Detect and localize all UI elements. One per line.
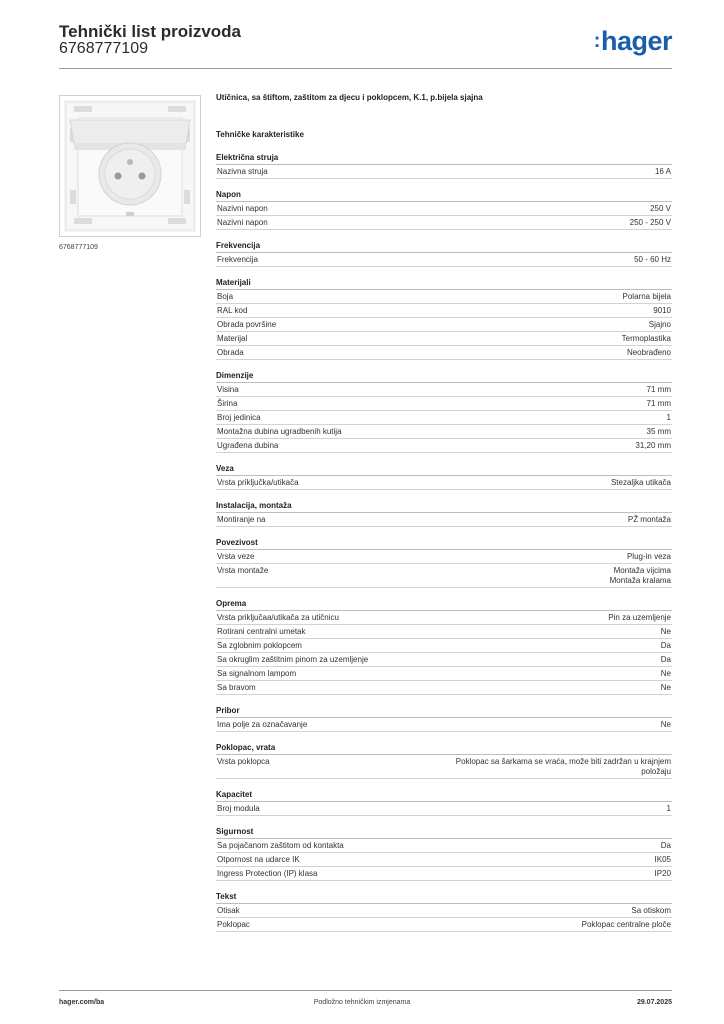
spec-groups bbox=[216, 152, 672, 932]
spec-row bbox=[216, 667, 672, 681]
spec-group bbox=[216, 705, 672, 732]
spec-value: Ne bbox=[660, 720, 671, 729]
socket-outlet-with-lid-image bbox=[60, 96, 200, 236]
spec-label: Obrada površine bbox=[217, 320, 277, 329]
spec-row bbox=[216, 425, 672, 439]
spec-group bbox=[216, 370, 672, 453]
spec-label: Otisak bbox=[217, 906, 240, 915]
spec-label: Nazivni napon bbox=[217, 218, 268, 227]
spec-value: IK05 bbox=[654, 855, 671, 864]
spec-row bbox=[216, 839, 672, 853]
spec-label: Rotirani centralni umetak bbox=[217, 627, 306, 636]
footer-notice: Podložno tehničkim izmjenama bbox=[313, 999, 411, 1006]
spec-value: 250 - 250 V bbox=[629, 218, 671, 227]
spec-label: Ingress Protection (IP) klasa bbox=[217, 869, 318, 878]
spec-value: Da bbox=[660, 655, 671, 664]
spec-label: Sa pojačanom zaštitom od kontakta bbox=[217, 841, 344, 850]
spec-group-title: Instalacija, montaža bbox=[216, 500, 672, 513]
spec-row bbox=[216, 904, 672, 918]
spec-row bbox=[216, 346, 672, 360]
spec-value: Ne bbox=[660, 683, 671, 692]
spec-value: Sa otiskom bbox=[631, 906, 671, 915]
spec-value: 250 V bbox=[650, 204, 671, 213]
spec-label: Broj modula bbox=[217, 804, 260, 813]
spec-row bbox=[216, 755, 672, 779]
spec-row bbox=[216, 383, 672, 397]
spec-group bbox=[216, 277, 672, 360]
spec-row bbox=[216, 625, 672, 639]
spec-label: Obrada bbox=[217, 348, 244, 357]
spec-label: Vrsta montaže bbox=[217, 566, 269, 575]
product-description: Utičnica, sa štiftom, zaštitom za djecu i poklopcem, K.1, p.bijela sjajna bbox=[216, 93, 483, 102]
spec-value: Polarna bijela bbox=[622, 292, 671, 301]
spec-group-title: Veza bbox=[216, 463, 672, 476]
spec-row bbox=[216, 653, 672, 667]
spec-label: Sa bravom bbox=[217, 683, 256, 692]
spec-group bbox=[216, 742, 672, 779]
spec-group-title: Pribor bbox=[216, 705, 672, 718]
spec-row bbox=[216, 853, 672, 867]
spec-label: Vrsta poklopca bbox=[217, 757, 270, 766]
spec-group-title: Povezivost bbox=[216, 537, 672, 550]
spec-label: RAL kod bbox=[217, 306, 248, 315]
spec-row bbox=[216, 611, 672, 625]
spec-label: Sa zglobnim poklopcem bbox=[217, 641, 302, 650]
spec-row bbox=[216, 718, 672, 732]
spec-value: 1 bbox=[666, 804, 671, 813]
spec-row bbox=[216, 513, 672, 527]
spec-value: 9010 bbox=[653, 306, 671, 315]
logo-dots-icon: : bbox=[593, 30, 600, 52]
spec-group bbox=[216, 891, 672, 932]
spec-value: Poklopac sa šarkama se vraća, može biti zadržan u krajnjem položaju bbox=[455, 757, 671, 776]
spec-value: 1 bbox=[666, 413, 671, 422]
spec-row bbox=[216, 411, 672, 425]
spec-row bbox=[216, 290, 672, 304]
spec-label: Vrsta priključka/utikača bbox=[217, 478, 299, 487]
spec-label: Ima polje za označavanje bbox=[217, 720, 308, 729]
spec-row bbox=[216, 165, 672, 179]
spec-value: 35 mm bbox=[646, 427, 671, 436]
image-caption: 6768777109 bbox=[59, 244, 98, 251]
spec-row bbox=[216, 681, 672, 695]
footer-date: 29.07.2025 bbox=[636, 999, 672, 1006]
spec-label: Montiranje na bbox=[217, 515, 266, 524]
spec-label: Vrsta veze bbox=[217, 552, 255, 561]
spec-label: Vrsta priključaa/utikača za utičnicu bbox=[217, 613, 339, 622]
spec-group-title: Napon bbox=[216, 189, 672, 202]
spec-row bbox=[216, 439, 672, 453]
spec-row bbox=[216, 318, 672, 332]
spec-row bbox=[216, 476, 672, 490]
spec-group-title: Oprema bbox=[216, 598, 672, 611]
spec-group bbox=[216, 826, 672, 881]
spec-group-title: Kapacitet bbox=[216, 789, 672, 802]
spec-label: Broj jedinica bbox=[217, 413, 261, 422]
spec-group bbox=[216, 537, 672, 588]
spec-row bbox=[216, 867, 672, 881]
spec-row bbox=[216, 918, 672, 932]
spec-row bbox=[216, 332, 672, 346]
spec-value: 71 mm bbox=[646, 385, 671, 394]
spec-row bbox=[216, 564, 672, 588]
spec-label: Poklopac bbox=[217, 920, 250, 929]
spec-value: Stezaljka utikača bbox=[610, 478, 671, 487]
spec-value: Montaža vijcima Montaža kralama bbox=[609, 566, 671, 585]
spec-row bbox=[216, 253, 672, 267]
spec-group-title: Dimenzije bbox=[216, 370, 672, 383]
spec-value: 31,20 mm bbox=[635, 441, 671, 450]
tech-characteristics-heading: Tehničke karakteristike bbox=[216, 130, 304, 139]
spec-group bbox=[216, 598, 672, 695]
spec-group-title: Materijali bbox=[216, 277, 672, 290]
spec-value: Ne bbox=[660, 669, 671, 678]
spec-label: Montažna dubina ugradbenih kutija bbox=[217, 427, 342, 436]
spec-label: Sa okruglim zaštitnim pinom za uzemljenje bbox=[217, 655, 369, 664]
spec-row bbox=[216, 802, 672, 816]
spec-row bbox=[216, 202, 672, 216]
product-number: 6768777109 bbox=[59, 40, 148, 57]
spec-group bbox=[216, 152, 672, 179]
spec-group-title: Sigurnost bbox=[216, 826, 672, 839]
spec-value: Da bbox=[660, 641, 671, 650]
hager-logo bbox=[594, 26, 672, 57]
spec-group bbox=[216, 240, 672, 267]
spec-label: Otpornost na udarce IK bbox=[217, 855, 300, 864]
spec-group bbox=[216, 789, 672, 816]
spec-value: PŽ montaža bbox=[627, 515, 671, 524]
logo-text: hager bbox=[600, 26, 672, 56]
spec-value: 16 A bbox=[654, 167, 671, 176]
spec-row bbox=[216, 639, 672, 653]
spec-group bbox=[216, 500, 672, 527]
spec-label: Nazivni napon bbox=[217, 204, 268, 213]
spec-label: Visina bbox=[217, 385, 239, 394]
spec-row bbox=[216, 304, 672, 318]
spec-value: 71 mm bbox=[646, 399, 671, 408]
spec-value: Ne bbox=[660, 627, 671, 636]
spec-content bbox=[216, 91, 672, 942]
spec-group-title: Frekvencija bbox=[216, 240, 672, 253]
spec-label: Frekvencija bbox=[217, 255, 258, 264]
spec-group-title: Tekst bbox=[216, 891, 672, 904]
spec-group bbox=[216, 189, 672, 230]
spec-group-title: Poklopac, vrata bbox=[216, 742, 672, 755]
product-image bbox=[59, 95, 201, 237]
spec-row bbox=[216, 216, 672, 230]
spec-row bbox=[216, 397, 672, 411]
spec-label: Ugrađena dubina bbox=[217, 441, 279, 450]
footer-website: hager.com/ba bbox=[59, 999, 105, 1006]
spec-label: Materijal bbox=[217, 334, 248, 343]
spec-value: Pin za uzemljenje bbox=[608, 613, 671, 622]
spec-value: Plug-in veza bbox=[626, 552, 671, 561]
spec-value: 50 - 60 Hz bbox=[634, 255, 671, 264]
spec-value: Poklopac centralne ploče bbox=[581, 920, 671, 929]
spec-value: IP20 bbox=[654, 869, 671, 878]
spec-label: Sa signalnom lampom bbox=[217, 669, 297, 678]
spec-label: Boja bbox=[217, 292, 234, 301]
footer-divider bbox=[59, 990, 672, 991]
spec-label: Nazivna struja bbox=[217, 167, 268, 176]
spec-group-title: Električna struja bbox=[216, 152, 672, 165]
header-divider bbox=[59, 68, 672, 69]
spec-label: Širina bbox=[217, 399, 238, 408]
page-title: Tehnički list proizvoda bbox=[59, 22, 241, 41]
spec-value: Neobrađeno bbox=[626, 348, 671, 357]
spec-row bbox=[216, 550, 672, 564]
spec-value: Da bbox=[660, 841, 671, 850]
spec-group bbox=[216, 463, 672, 490]
spec-value: Sjajno bbox=[648, 320, 671, 329]
spec-value: Termoplastika bbox=[621, 334, 671, 343]
